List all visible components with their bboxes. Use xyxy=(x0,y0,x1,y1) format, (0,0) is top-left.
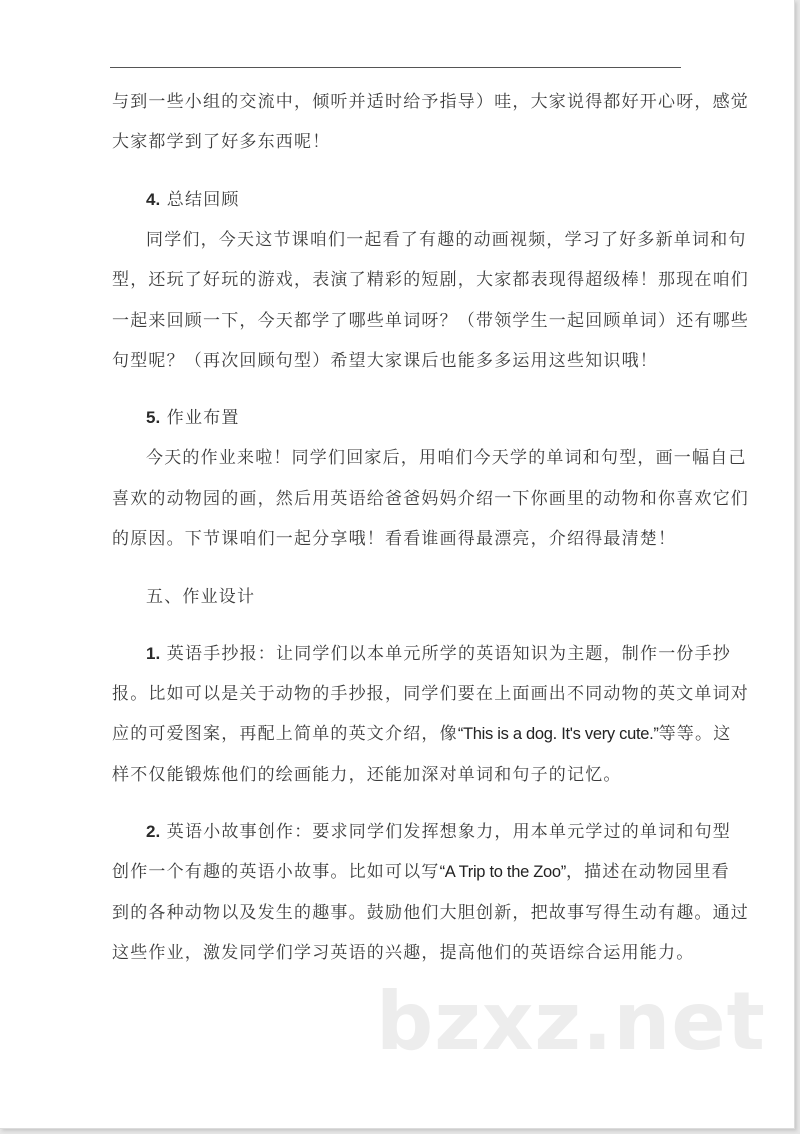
section-heading-summary xyxy=(112,180,680,220)
watermark: bzxz.net xyxy=(376,975,766,1068)
paragraph-line: 今天的作业来啦！同学们回家后，用咱们今天学的单词和句型，画一幅自己 xyxy=(146,448,747,469)
paragraph-line: 应的可爱图案，再配上简单的英文介绍，像“This is a dog. It's very cute.”等等。这 xyxy=(112,724,732,745)
paragraph-line: 2. 英语小故事创作：要求同学们发挥想象力，用本单元学过的单词和句型 xyxy=(146,822,731,843)
english-example: “A Trip to the Zoo” xyxy=(439,863,566,882)
header-rule xyxy=(110,67,681,68)
section-heading-homework xyxy=(112,398,680,438)
paragraph-line: 型，还玩了好玩的游戏，表演了精彩的短剧，大家都表现得超级棒！那现在咱们 xyxy=(112,270,749,291)
homework-assignment-paragraph xyxy=(112,438,749,559)
paragraph-line: 与到一些小组的交流中，倾听并适时给予指导）哇，大家说得都好开心呀，感觉 xyxy=(112,92,749,112)
summary-paragraph xyxy=(112,220,749,382)
item-number: 1. xyxy=(146,643,161,663)
chapter-heading-homework-design xyxy=(112,577,680,617)
paragraph-line: 这些作业，激发同学们学习英语的兴趣，提高他们的英语综合运用能力。 xyxy=(112,943,695,964)
paragraph-line: 到的各种动物以及发生的趣事。鼓励他们大胆创新，把故事写得生动有趣。通过 xyxy=(112,902,749,923)
homework-item-2 xyxy=(112,812,749,974)
paragraph-line: 句型呢？（再次回顾句型）希望大家课后也能多多运用这些知识哦！ xyxy=(112,350,658,371)
paragraph-line: 1. 英语手抄报：让同学们以本单元所学的英语知识为主题，制作一份手抄 xyxy=(146,643,731,664)
section-number: 5. xyxy=(146,408,161,428)
section-title: 作业布置 xyxy=(166,408,240,429)
section-number: 4. xyxy=(146,189,161,209)
paragraph-line: 一起来回顾一下，今天都学了哪些单词呀？（带领学生一起回顾单词）还有哪些 xyxy=(112,310,749,331)
english-example: “This is a dog. It's very cute.” xyxy=(457,725,659,744)
item-number: 2. xyxy=(146,822,161,842)
paragraph-line: 报。比如可以是关于动物的手抄报，同学们要在上面画出不同动物的英文单词对 xyxy=(112,683,749,704)
paragraph-line: 喜欢的动物园的画，然后用英语给爸爸妈妈介绍一下你画里的动物和你喜欢它们 xyxy=(112,488,749,509)
homework-item-1 xyxy=(112,634,749,796)
paragraph-line: 同学们，今天这节课咱们一起看了有趣的动画视频，学习了好多新单词和句 xyxy=(146,229,747,250)
document-body xyxy=(112,82,749,974)
continuation-paragraph xyxy=(112,82,749,163)
chapter-title: 五、作业设计 xyxy=(146,586,256,607)
paragraph-line: 样不仅能锻炼他们的绘画能力，还能加深对单词和句子的记忆。 xyxy=(112,764,622,785)
paragraph-line: 创作一个有趣的英语小故事。比如可以写“A Trip to the Zoo”，描述在动物园里看 xyxy=(112,862,730,883)
paragraph-line: 的原因。下节课咱们一起分享哦！看看谁画得最漂亮，介绍得最清楚！ xyxy=(112,529,677,550)
section-title: 总结回顾 xyxy=(166,189,240,210)
paragraph-line: 大家都学到了好多东西呢！ xyxy=(112,132,331,153)
